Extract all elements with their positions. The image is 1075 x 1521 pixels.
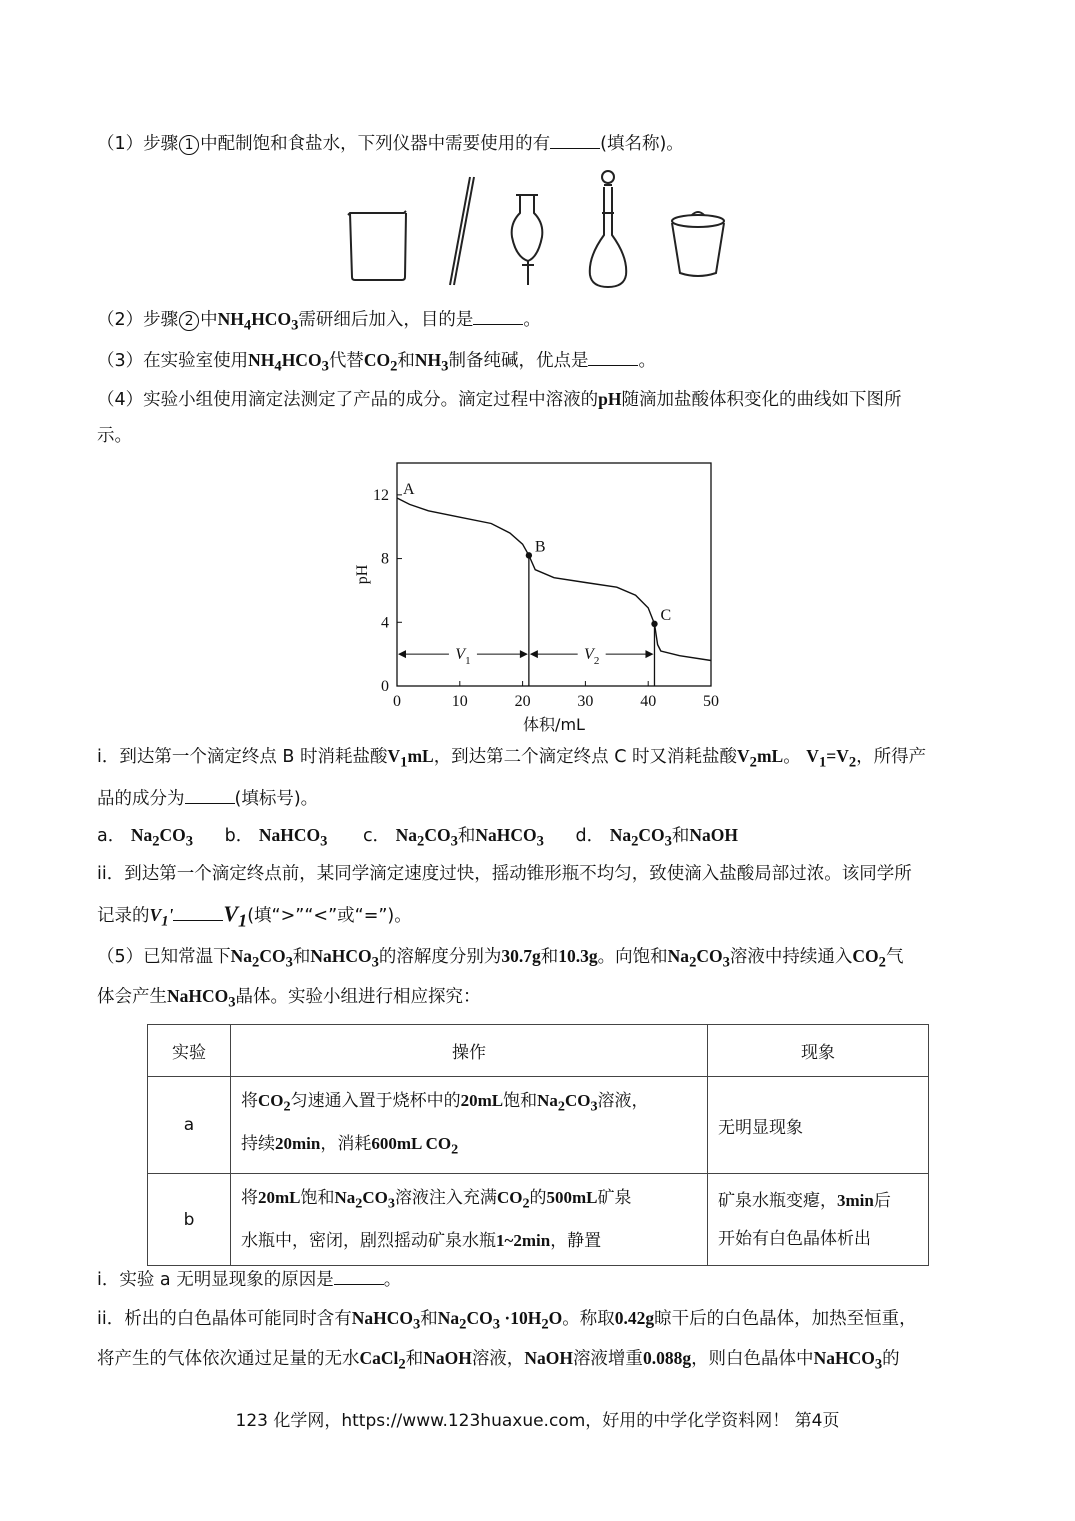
q4ii-text-2: 记录的 xyxy=(97,906,150,926)
arrow-head-left xyxy=(530,650,538,658)
chem-na2co3: $Na_2CO_3$ xyxy=(230,946,293,971)
interval-subscript: 1 xyxy=(465,655,471,668)
q4i-text-2: ，到达第二个滴定终点 C 时又消耗盐酸 xyxy=(433,747,738,767)
question-5-line-1 xyxy=(97,944,903,975)
x-tick-label: 40 xyxy=(640,693,657,710)
option-c-label: c． xyxy=(362,826,391,846)
option-d-2: NaOH xyxy=(689,825,739,845)
cell-text: ，静置 xyxy=(550,1231,602,1252)
question-5-line-2 xyxy=(97,984,481,1015)
chem-co2: $CO_2$ xyxy=(496,1187,530,1212)
option-c-2: NaHCO$_3$ xyxy=(475,825,544,850)
x-tick-label: 20 xyxy=(514,693,531,710)
cell-text: 溶液， xyxy=(597,1090,649,1111)
q3-text: （3）在实验室使用 xyxy=(97,351,249,371)
q5-text-6: 溶液中持续通入 xyxy=(729,947,853,967)
q4i-text-3: 。 xyxy=(783,747,801,767)
header-experiment: 实验 xyxy=(148,1025,231,1077)
q5-text: （5）已知常温下 xyxy=(97,947,231,967)
question-1 xyxy=(97,130,684,156)
chem-nh4hco3: $NH_4HCO_3$ xyxy=(248,350,329,375)
phenomenon-cell: 无明显现象 xyxy=(708,1077,929,1174)
q5-text-4: 和 xyxy=(540,947,559,967)
beaker-icon xyxy=(348,211,406,280)
options-line xyxy=(97,823,738,854)
q5ii-text-9: ，则白色晶体中 xyxy=(691,1349,814,1369)
x-tick-label: 10 xyxy=(451,693,468,710)
mass-2: 0.088g xyxy=(642,1348,692,1368)
q5ii-text: ii．析出的白色晶体可能同时含有 xyxy=(97,1309,352,1329)
volume: 20mL xyxy=(460,1090,504,1110)
q5ii-text-5: 将产生的气体依次通过足量的无水 xyxy=(97,1349,360,1369)
answer-blank[interactable] xyxy=(173,902,223,921)
q5i-text: i．实验 a 无明显现象的原因是 xyxy=(97,1270,334,1290)
q5-text-7: 气 xyxy=(885,947,904,967)
mass-1: 0.42g xyxy=(614,1308,655,1328)
cell-text: 后 xyxy=(873,1190,891,1211)
question-3 xyxy=(97,347,656,379)
cell-text: 矿泉 xyxy=(597,1187,632,1208)
v1-prime: $V_1'$ xyxy=(149,905,174,930)
point-label-c: C xyxy=(660,606,672,624)
experiment-table xyxy=(147,1024,929,1266)
cell-text: 饱和 xyxy=(503,1090,538,1111)
operation-line xyxy=(241,1125,697,1168)
crucible-icon xyxy=(672,212,724,276)
point-label-a: A xyxy=(403,481,415,499)
cell-text: 将 xyxy=(241,1187,258,1208)
table-header-row xyxy=(148,1025,929,1077)
q3-text-4: 制备纯碱，优点是 xyxy=(448,351,589,371)
cell-text: 持续 xyxy=(241,1134,275,1154)
q5i-end: 。 xyxy=(383,1270,402,1290)
question-4-line-1 xyxy=(97,387,902,412)
separatory-funnel-icon xyxy=(512,195,543,285)
q4i-text-5: 品的成分为 xyxy=(97,789,185,809)
q1-text-3: (填名称)。 xyxy=(600,134,684,154)
cell-text: 的 xyxy=(529,1187,547,1208)
v1-ml: $V_1mL$ xyxy=(387,746,434,771)
v1-symbol: $V_1$ xyxy=(223,901,248,931)
cell-text: 矿泉水瓶变瘪， xyxy=(718,1190,837,1211)
step-circle-1: 1 xyxy=(179,135,199,155)
q5ii-text-3: 。称取 xyxy=(562,1309,615,1329)
header-phenomenon: 现象 xyxy=(708,1025,929,1077)
phenomenon-line: 开始有白色晶体析出 xyxy=(718,1228,871,1249)
endpoint-dot xyxy=(651,621,657,627)
y-tick-label: 12 xyxy=(373,486,389,504)
chem-co2: $CO_2$ xyxy=(363,350,398,375)
q4-text-2: 随滴加盐酸体积变化的曲线如下图所 xyxy=(621,390,902,410)
option-a-label: a． xyxy=(97,826,126,846)
question-4-i-line-2 xyxy=(97,785,318,811)
chem-nahco3: NaHCO$_3$ xyxy=(167,986,236,1011)
experiment-id: a xyxy=(148,1077,231,1174)
operation-cell xyxy=(231,1174,708,1266)
q4ii-text-3: (填“>”“<”或“=”)。 xyxy=(247,906,412,926)
question-4-ii-line-2 xyxy=(97,902,412,934)
arrow-head-right xyxy=(645,650,653,658)
operation-line xyxy=(241,1082,697,1125)
question-5-ii-line-1 xyxy=(97,1306,917,1337)
table-row xyxy=(148,1174,929,1266)
q3-text-3: 和 xyxy=(397,351,415,371)
cell-text: 溶液注入充满 xyxy=(394,1187,497,1208)
plot-frame xyxy=(397,463,711,686)
x-tick-label: 30 xyxy=(577,693,594,710)
chem-nahco3: NaHCO$_3$ xyxy=(310,946,379,971)
table-row xyxy=(148,1077,929,1174)
q5ii-text-10: 的 xyxy=(882,1349,900,1369)
q2-text: （2）步骤 xyxy=(97,310,179,330)
header-operation: 操作 xyxy=(231,1025,708,1077)
q5-text-3: 的溶解度分别为 xyxy=(378,947,502,967)
question-5-i xyxy=(97,1266,401,1292)
interval-subscript: 2 xyxy=(593,655,600,668)
q5ii-text-2: 和 xyxy=(420,1309,438,1329)
option-d-and: 和 xyxy=(671,826,690,846)
option-c-1: $Na_2CO_3$ xyxy=(395,825,458,850)
volumetric-flask-icon xyxy=(590,171,626,287)
question-5-ii-line-2 xyxy=(97,1346,900,1377)
arrow-head-left xyxy=(398,650,406,658)
q2-end: 。 xyxy=(523,310,541,330)
cell-text: 饱和 xyxy=(300,1187,335,1208)
cell-text: ，消耗 xyxy=(320,1134,372,1154)
interval-label: $V_2$ xyxy=(584,646,600,668)
option-d-1: $Na_2CO_3$ xyxy=(609,825,672,850)
option-a: $Na_2CO_3$ xyxy=(130,825,194,850)
volume: 500mL xyxy=(546,1187,598,1207)
chem-nahco3: NaHCO$_3$ xyxy=(813,1348,883,1373)
titration-curve xyxy=(397,498,711,661)
solubility-1: 30.7g xyxy=(501,946,541,966)
chem-nahco3: NaHCO$_3$ xyxy=(351,1308,421,1333)
chem-na2co3-hydrate: $Na_2CO_3 \cdot 10H_2O$ xyxy=(437,1308,563,1333)
volume: 20mL xyxy=(258,1187,301,1207)
chem-co2: $CO_2$ xyxy=(258,1090,291,1114)
glass-rod-icon xyxy=(450,177,474,285)
cell-text: 匀速通入置于烧杯中的 xyxy=(290,1090,461,1111)
q2-text-3: 需研细后加入，目的是 xyxy=(298,310,474,330)
co2-volume: 600mL $CO_2$ xyxy=(371,1134,459,1158)
chem-na2co3: $Na_2CO_3$ xyxy=(537,1090,598,1114)
chem-naoh: NaOH xyxy=(524,1348,573,1368)
answer-blank[interactable] xyxy=(588,347,638,366)
cell-text: 水瓶中，密闭，剧烈摇动矿泉水瓶 xyxy=(241,1231,496,1252)
q3-text-2: 代替 xyxy=(328,351,364,371)
v1-equals-v2: $V_1=V_2$ xyxy=(806,746,857,771)
q4-text-3: 示。 xyxy=(97,426,132,446)
arrow-head-right xyxy=(520,650,528,658)
operation-line xyxy=(241,1222,697,1260)
q3-end: 。 xyxy=(638,351,656,371)
option-b-label: b． xyxy=(224,826,254,846)
x-axis-label: 体积/mL xyxy=(523,715,585,734)
q4i-text-4: ，所得产 xyxy=(856,747,927,767)
duration: 1~2min xyxy=(496,1231,551,1251)
chem-na2co3: $Na_2CO_3$ xyxy=(667,946,730,971)
question-4-i-line-1 xyxy=(97,744,926,775)
q5-text-9: 晶体。实验小组进行相应探究： xyxy=(235,987,481,1007)
answer-blank[interactable] xyxy=(473,306,523,325)
y-tick-label: 4 xyxy=(381,614,389,632)
option-d-label: d． xyxy=(575,826,605,846)
cell-text: 将 xyxy=(241,1090,258,1111)
chem-nh4hco3: $NH_4HCO_3$ xyxy=(217,309,299,334)
q4i-text-6: (填标号)。 xyxy=(234,789,319,809)
operation-line xyxy=(241,1179,697,1222)
chem-nh3: $NH_3$ xyxy=(414,350,449,375)
q5-text-8: 体会产生 xyxy=(97,987,167,1007)
ph-label: pH xyxy=(598,389,622,409)
y-axis-label: pH xyxy=(354,564,371,585)
page-footer: 123 化学网，https://www.123huaxue.com，好用的中学化学资料网！ 第4页 xyxy=(235,1411,840,1431)
option-c-and: 和 xyxy=(457,826,476,846)
solubility-2: 10.3g xyxy=(558,946,598,966)
option-b: NaHCO$_3$ xyxy=(258,825,328,850)
experiment-id: b xyxy=(148,1174,231,1266)
q1-text: （1）步骤 xyxy=(97,134,179,154)
question-4-line-2 xyxy=(97,424,132,448)
chem-naoh: NaOH xyxy=(423,1348,472,1368)
q4-text: （4）实验小组使用滴定法测定了产品的成分。滴定过程中溶液的 xyxy=(97,390,599,410)
x-tick-label: 0 xyxy=(393,693,401,710)
answer-blank[interactable] xyxy=(185,785,235,804)
answer-blank[interactable] xyxy=(550,130,600,149)
y-tick-label: 8 xyxy=(381,550,389,568)
duration: 20min xyxy=(275,1134,321,1153)
q4ii-text: ii．到达第一个滴定终点前，某同学滴定速度过快，摇动锥形瓶不均匀，致使滴入盐酸局部过浓。该同学所 xyxy=(97,864,912,884)
phenomenon-line xyxy=(718,1182,918,1220)
v2-ml: $V_2mL$ xyxy=(737,746,784,771)
y-tick-label: 0 xyxy=(381,678,389,695)
q1-text-2: 中配制饱和食盐水，下列仪器中需要使用的有 xyxy=(200,134,551,154)
x-tick-label: 50 xyxy=(703,693,719,710)
q5ii-text-8: 溶液增重 xyxy=(572,1349,643,1369)
chem-na2co3: $Na_2CO_3$ xyxy=(334,1187,395,1212)
chem-co2: $CO_2$ xyxy=(852,946,886,971)
phenomenon-cell xyxy=(708,1174,929,1266)
q5ii-text-6: 和 xyxy=(405,1349,424,1369)
q4i-text: i．到达第一个滴定终点 B 时消耗盐酸 xyxy=(97,747,388,767)
duration: 3min xyxy=(837,1190,874,1210)
apparatus-figure xyxy=(340,165,740,295)
operation-cell xyxy=(231,1077,708,1174)
q5ii-text-4: 晾干后的白色晶体，加热至恒重， xyxy=(654,1309,917,1329)
answer-blank[interactable] xyxy=(334,1266,384,1285)
q5-text-5: 。向饱和 xyxy=(597,947,668,967)
endpoint-dot xyxy=(526,552,532,558)
question-4-ii-line-1 xyxy=(97,862,912,886)
point-label-b: B xyxy=(534,538,546,556)
q5ii-text-7: 溶液， xyxy=(471,1349,525,1369)
interval-label: $V_1$ xyxy=(455,646,471,668)
chem-cacl2: CaCl$_2$ xyxy=(359,1348,406,1373)
question-2 xyxy=(97,306,541,338)
titration-chart xyxy=(340,455,740,740)
q2-text-2: 中 xyxy=(200,310,218,330)
q5-text-2: 和 xyxy=(292,947,311,967)
step-circle-2: 2 xyxy=(179,311,199,331)
